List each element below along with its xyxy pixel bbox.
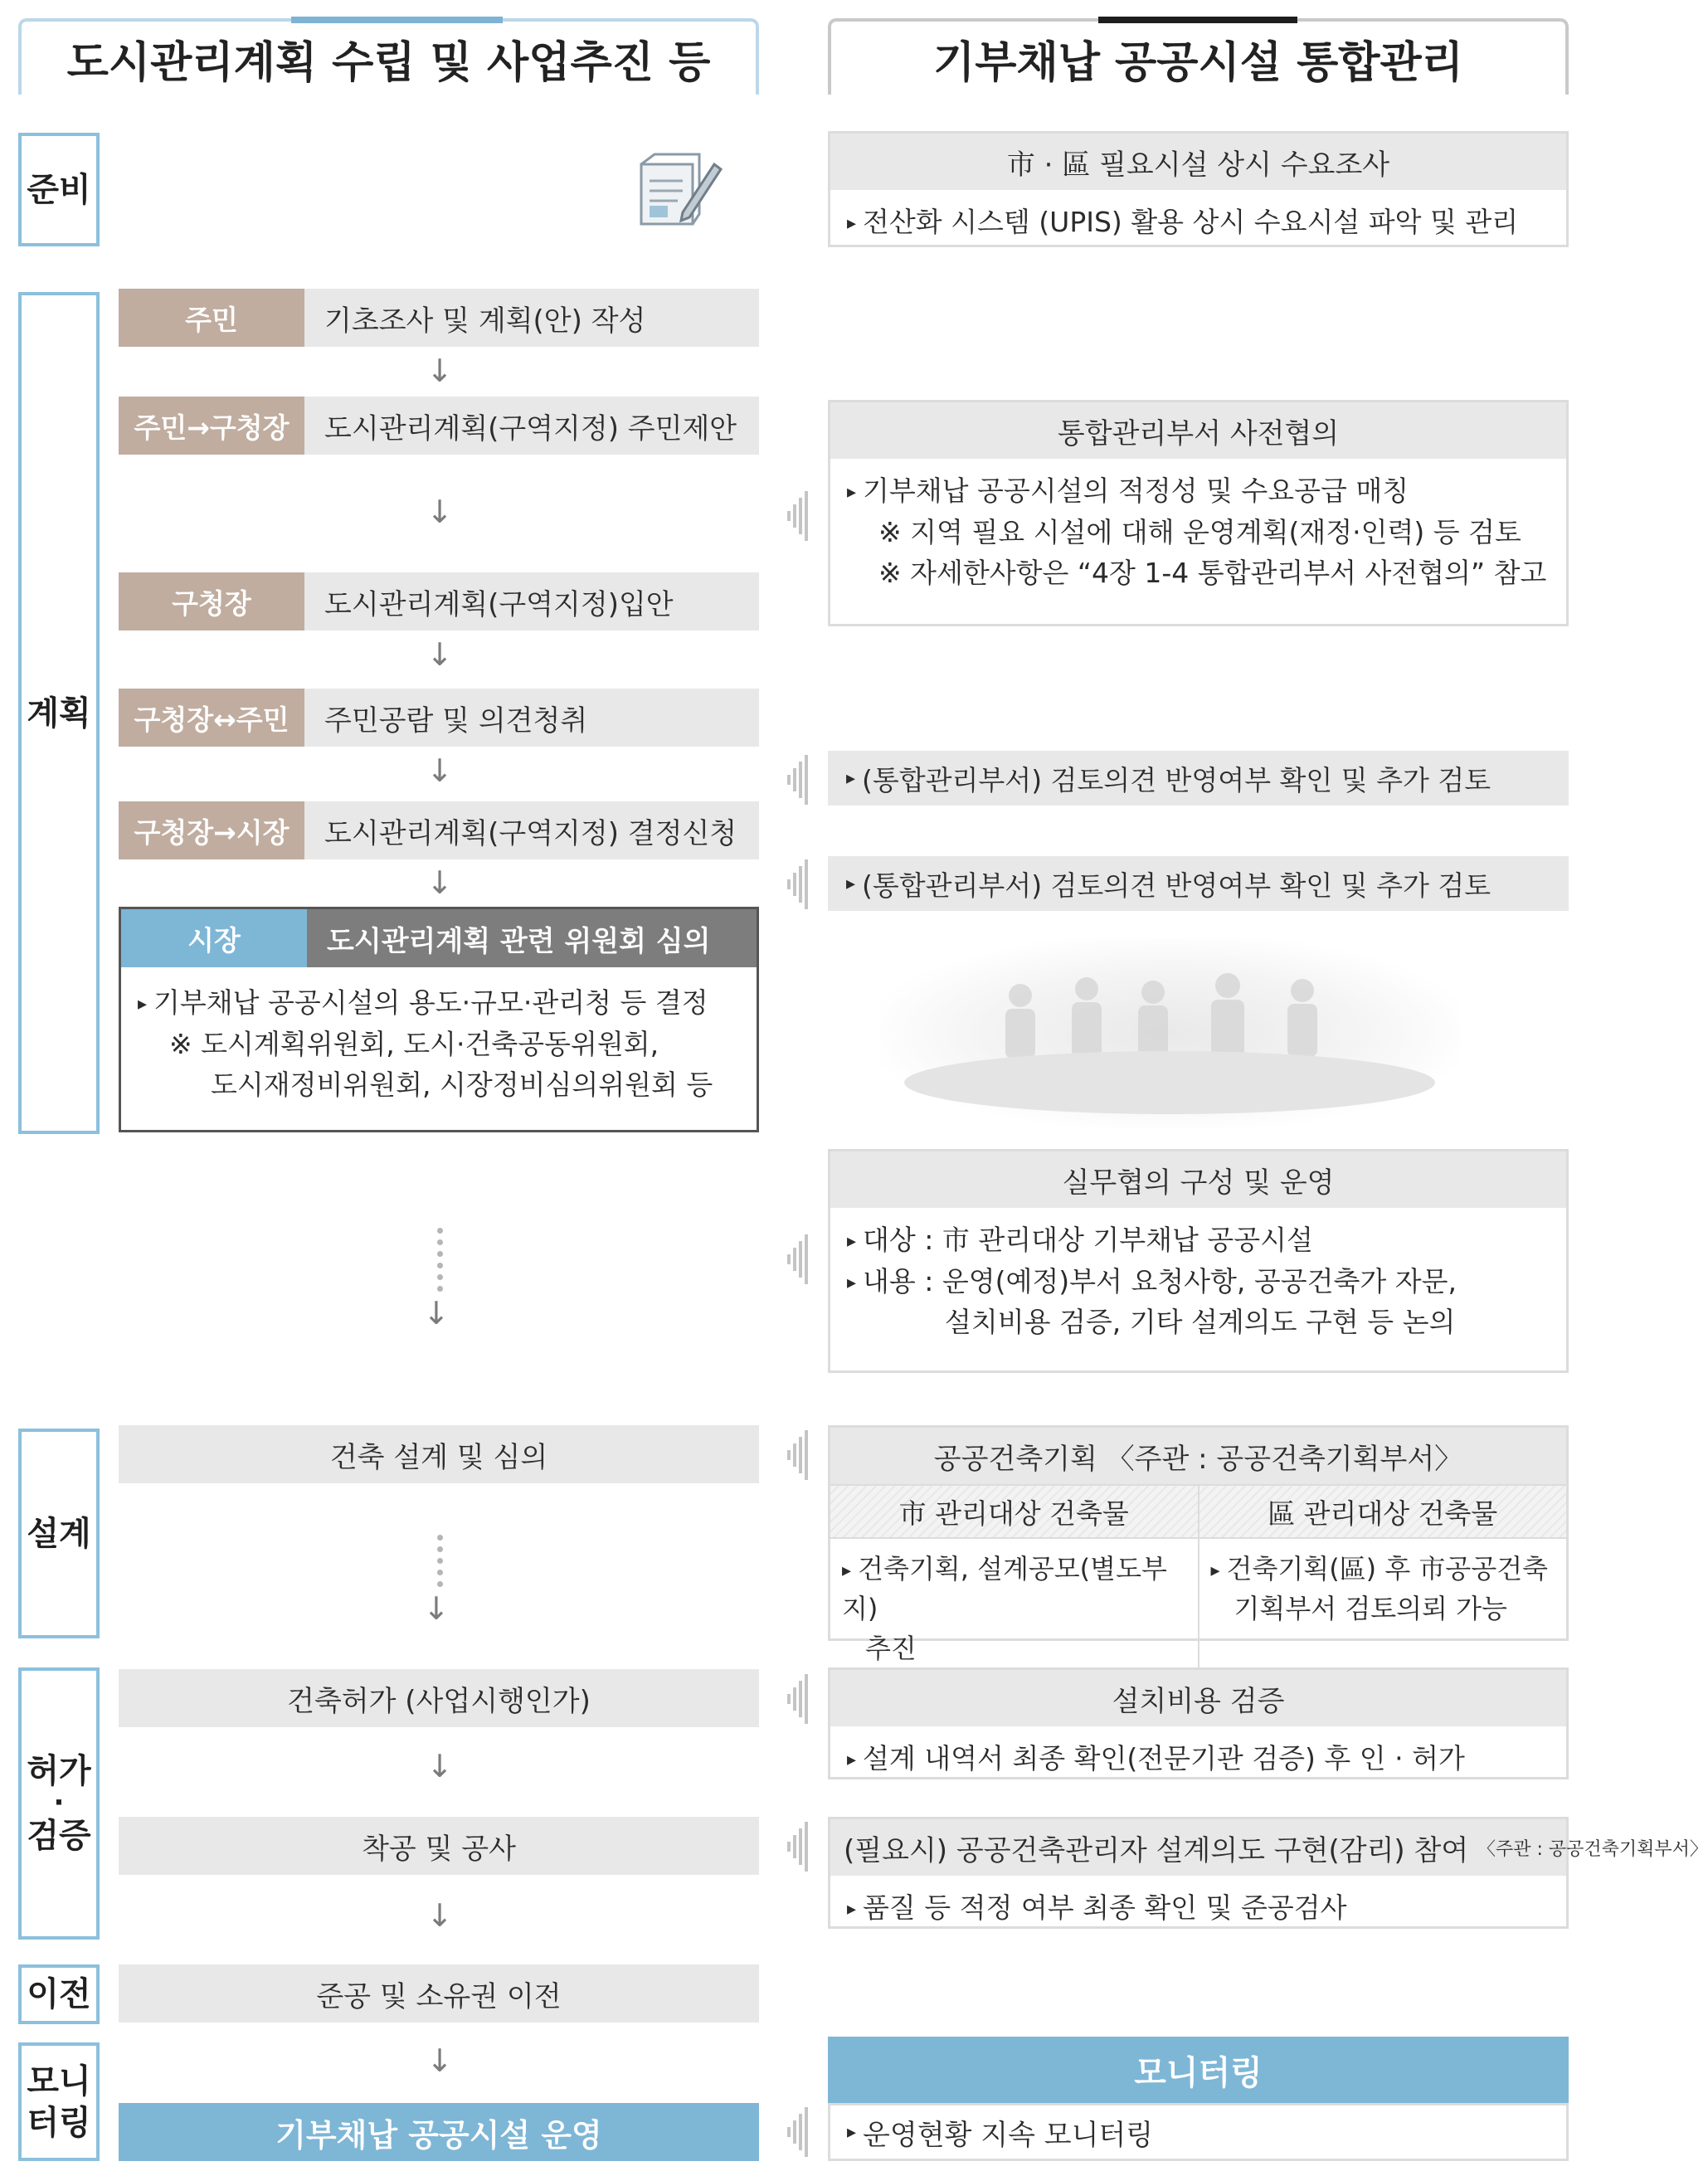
committee-actor: 시장 xyxy=(121,909,307,967)
connector-arrow-icon xyxy=(780,859,810,909)
bullet-icon: ▸ xyxy=(847,213,857,234)
connector-arrow-icon xyxy=(780,491,810,541)
stage-prep xyxy=(18,133,100,246)
bullet-icon: ▸ xyxy=(846,767,856,789)
bullet-icon: ▸ xyxy=(847,482,857,503)
pre-consultation-note: ※ 지역 필요 시설에 대해 운영계획(재정·인력) 등 검토 xyxy=(878,515,1521,548)
committee-review-box xyxy=(119,907,759,1132)
pre-consultation-item: ▸ 기부채납 공공시설의 적정성 및 수요공급 매칭 xyxy=(847,475,1409,507)
demand-survey-title: 市 · 區 필요시설 상시 수요조사 xyxy=(830,134,1566,190)
working-group-title: 실무협의 구성 및 운영 xyxy=(830,1151,1566,1208)
public-architecture-planning-title: 공공건축기획 〈주관 : 공공건축기획부서〉 xyxy=(830,1428,1566,1484)
meeting-silhouette-image xyxy=(879,937,1460,1128)
stage-plan-label: 계획 xyxy=(27,694,91,733)
pre-consultation-note: ※ 자세한사항은 “4장 1-4 통합관리부서 사전협의” 참고 xyxy=(878,557,1547,589)
stage-design-label: 설계 xyxy=(27,1514,91,1553)
stage-transfer xyxy=(18,1964,100,2024)
district-managed-cell: ▸ 건축기획(區) 후 市공공건축 기획부서 검토의뢰 가능 xyxy=(1210,1553,1549,1624)
pre-consultation-title: 통합관리부서 사전협의 xyxy=(830,402,1566,459)
flow-row-task: 도시관리계획(구역지정) 주민제안 xyxy=(324,411,737,445)
left-column-header xyxy=(18,18,759,95)
document-pen-icon xyxy=(635,148,726,231)
connector-arrow-icon xyxy=(780,1674,810,1724)
demand-survey-item: ▸ 전산화 시스템 (UPIS) 활용 상시 수요시설 파악 및 관리 xyxy=(847,206,1519,238)
bullet-icon: ▸ xyxy=(842,1560,852,1581)
left-header-title: 도시관리계획 수립 및 사업추진 등 xyxy=(66,37,711,88)
working-group-box xyxy=(828,1149,1569,1373)
bullet-icon: ▸ xyxy=(846,873,856,894)
committee-note: ※ 도시계획위원회, 도시·건축공동위원회, xyxy=(169,1027,659,1060)
working-group-content-cont: 설치비용 검증, 기타 설계의도 구현 등 논의 xyxy=(945,1306,1456,1338)
cost-verification-item: ▸ 설계 내역서 최종 확인(전문기관 검증) 후 인 · 허가 xyxy=(847,1742,1465,1774)
right-column-header xyxy=(828,18,1569,95)
flow-row-resident-proposal xyxy=(119,397,759,455)
cost-verification-title: 설치비용 검증 xyxy=(830,1670,1566,1726)
flow-row-operation xyxy=(119,2103,759,2161)
flow-row-public-hearing xyxy=(119,689,759,747)
flow-row-resident-survey xyxy=(119,289,759,347)
down-arrow-icon: ↓ xyxy=(426,2042,453,2079)
bullet-icon: ▸ xyxy=(1210,1560,1220,1581)
stage-monitor-label-top: 모니 xyxy=(27,2062,91,2101)
down-arrow-icon: ↓ xyxy=(426,353,453,389)
down-arrow-icon: ↓ xyxy=(426,752,453,789)
flow-row-decision-request xyxy=(119,801,759,859)
bullet-icon: ▸ xyxy=(138,994,148,1015)
pre-consultation-box xyxy=(828,400,1569,626)
dotted-arrow xyxy=(423,1535,450,1627)
flow-row-actor: 주민 xyxy=(119,289,304,347)
flow-row-task: 기초조사 및 계획(안) 작성 xyxy=(324,304,646,338)
dotted-arrow xyxy=(423,1228,450,1331)
flow-row-task: 착공 및 공사 xyxy=(362,1832,516,1866)
flow-row-district-draft xyxy=(119,572,759,630)
flow-row-construction xyxy=(119,1817,759,1875)
committee-title: 도시관리계획 관련 위원회 심의 xyxy=(307,909,757,967)
connector-arrow-icon xyxy=(780,1234,810,1284)
down-arrow-icon: ↓ xyxy=(423,1295,450,1331)
connector-arrow-icon xyxy=(780,755,810,805)
working-group-content: ▸ 내용 : 운영(예정)부서 요청사항, 공공건축가 자문, xyxy=(847,1264,1457,1297)
bullet-icon: ▸ xyxy=(847,2121,857,2143)
down-arrow-icon: ↓ xyxy=(426,1897,453,1934)
flow-row-task: 주민공람 및 의견청취 xyxy=(324,703,588,738)
flow-row-actor: 구청장↔주민 xyxy=(119,689,304,747)
stage-permit-label-top: 허가 xyxy=(27,1752,91,1791)
review-check-bar: ▸ (통합관리부서) 검토의견 반영여부 확인 및 추가 검토 xyxy=(828,856,1569,911)
demand-survey-box xyxy=(828,131,1569,247)
flow-row-permit xyxy=(119,1669,759,1727)
stage-prep-label: 준비 xyxy=(27,170,91,209)
flow-row-task: 도시관리계획(구역지정) 결정신청 xyxy=(324,816,737,850)
flow-row-design xyxy=(119,1425,759,1483)
flow-row-task: 준공 및 소유권 이전 xyxy=(316,1979,562,2013)
connector-arrow-icon xyxy=(780,2107,810,2157)
meeting-photo xyxy=(879,937,1460,1128)
bullet-icon: ▸ xyxy=(847,1231,857,1252)
down-arrow-icon: ↓ xyxy=(426,864,453,901)
stage-design xyxy=(18,1429,100,1638)
stage-permit-label-bottom: 검증 xyxy=(27,1816,91,1855)
working-group-target: ▸ 대상 : 市 관리대상 기부채납 공공시설 xyxy=(847,1224,1313,1256)
review-check-bar: ▸ (통합관리부서) 검토의견 반영여부 확인 및 추가 검토 xyxy=(828,751,1569,806)
district-managed-header: 區 관리대상 건축물 xyxy=(1199,1486,1567,1537)
bullet-icon: ▸ xyxy=(847,1899,857,1920)
stage-monitor-label-bottom: 터링 xyxy=(27,2103,91,2142)
stage-monitor xyxy=(18,2042,100,2161)
right-header-title: 기부채납 공공시설 통합관리 xyxy=(933,37,1463,88)
design-supervision-owner-note: 〈주관 : 공공건축기획부서〉 xyxy=(1477,1838,1708,1860)
design-supervision-item: ▸ 품질 등 적정 여부 최종 확인 및 준공검사 xyxy=(847,1891,1347,1924)
design-supervision-title: (필요시) 공공건축관리자 설계의도 구현(감리) 참여 〈주관 : 공공건축기획부서〉 xyxy=(830,1819,1566,1876)
flow-row-actor: 구청장 xyxy=(119,572,304,630)
public-architecture-planning-box xyxy=(828,1425,1569,1664)
flow-row-task: 건축 설계 및 심의 xyxy=(329,1440,548,1474)
monitoring-item: ▸ 운영현황 지속 모니터링 xyxy=(828,2103,1569,2161)
left-header-accent xyxy=(291,17,503,23)
committee-note-cont: 도시재정비위원회, 시장정비심의위원회 등 xyxy=(211,1069,713,1101)
monitoring-title: 모니터링 xyxy=(828,2037,1569,2103)
flow-row-task: 도시관리계획(구역지정)입안 xyxy=(324,587,674,621)
right-header-accent xyxy=(1098,17,1297,23)
design-supervision-box xyxy=(828,1817,1708,1929)
down-arrow-icon: ↓ xyxy=(423,1590,450,1627)
stage-permit-dot: · xyxy=(53,1786,65,1820)
bullet-icon: ▸ xyxy=(847,1750,857,1770)
flow-row-task: 건축허가 (사업시행인가) xyxy=(287,1684,591,1718)
operation-label: 기부채납 공공시설 운영 xyxy=(275,2116,602,2154)
down-arrow-icon: ↓ xyxy=(426,494,453,530)
stage-permit xyxy=(18,1667,100,1940)
committee-item: ▸ 기부채납 공공시설의 용도·규모·관리청 등 결정 xyxy=(138,986,708,1019)
stage-transfer-label: 이전 xyxy=(27,1975,91,2013)
connector-arrow-icon xyxy=(780,1430,810,1480)
stage-plan xyxy=(18,292,100,1134)
city-managed-header: 市 관리대상 건축물 xyxy=(830,1486,1199,1537)
flow-row-actor: 주민→구청장 xyxy=(119,397,304,455)
bullet-icon: ▸ xyxy=(847,1272,857,1293)
down-arrow-icon: ↓ xyxy=(426,636,453,673)
down-arrow-icon: ↓ xyxy=(426,1748,453,1784)
cost-verification-box xyxy=(828,1667,1569,1779)
city-managed-cell: ▸ 건축기획, 설계공모(별도부지) 추진 xyxy=(830,1539,1199,1678)
flow-row-actor: 구청장→시장 xyxy=(119,801,304,859)
flow-row-transfer xyxy=(119,1964,759,2023)
connector-arrow-icon xyxy=(780,1822,810,1872)
